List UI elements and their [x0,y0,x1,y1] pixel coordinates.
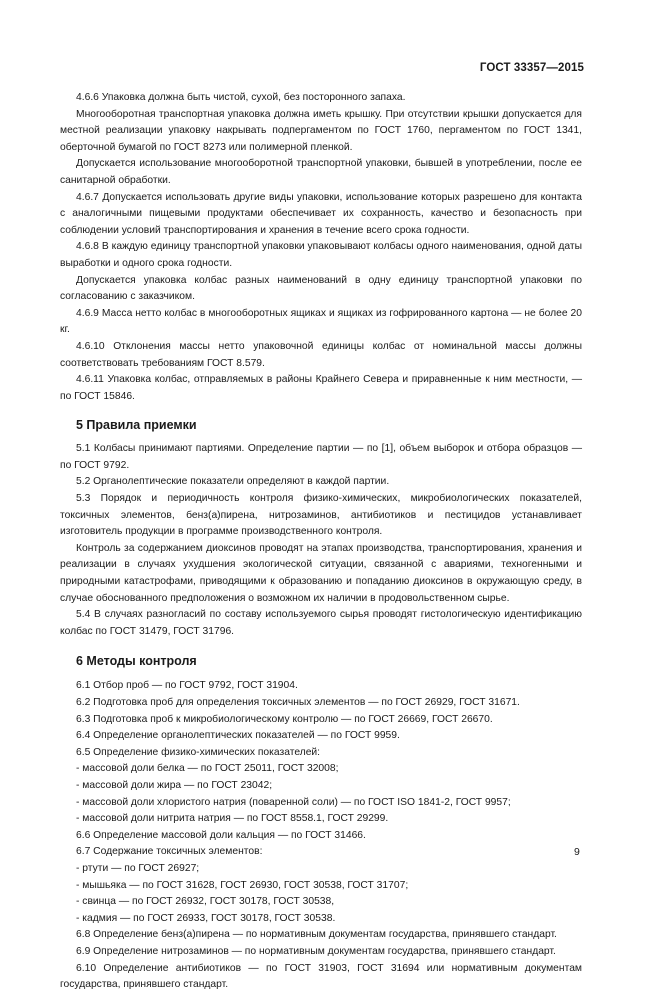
list-item: - массовой доли нитрита натрия — по ГОСТ 8558.1, ГОСТ 29299. [76,813,389,825]
paragraph-6-10: 6.10 Определение антибиотиков — по ГОСТ 31903, ГОСТ 31694 или нормативным документам государства, принявшего стандарт. [60,962,582,991]
list-item: 6.2 Подготовка проб для определения токсичных элементов — по ГОСТ 26929, ГОСТ 31671. [76,697,520,708]
list-item: 6.6 Определение массовой доли кальция — по ГОСТ 31466. [76,829,366,841]
paragraph-mixed-packaging: Допускается упаковка колбас разных наименований в одну единицу транспортной упаковки по согласованию с заказчиком. [60,274,582,303]
list-item: - ртути — по ГОСТ 26927; [76,862,200,874]
document-standard-header: ГОСТ 33357—2015 [479,62,584,74]
list-item: 6.1 Отбор проб — по ГОСТ 9792, ГОСТ 31904. [76,680,298,692]
paragraph-reuse-packaging: Допускается использование многооборотной транспортной упаковки, бывшей в употреблении, после ее санитарной обработки. [60,158,582,186]
list-item: 6.3 Подготовка проб к микробиологическому контролю — по ГОСТ 26669, ГОСТ 26670. [76,713,493,725]
paragraph-5-1: 5.1 Колбасы принимают партиями. Определение партии — по [1], объем выборок и отбора образцов — по ГОСТ 9792. [60,443,582,471]
paragraph-5-2: 5.2 Органолептические показатели определяют в каждой партии. [76,476,390,488]
list-item: 6.5 Определение физико-химических показателей: [76,746,321,758]
section-6-heading: 6 Методы контроля [76,654,197,669]
paragraph-4-6-8: 4.6.8 В каждую единицу транспортной упаковки упаковывают колбасы одного наименования, одной даты выработки и одного срока годности. [60,241,582,269]
paragraph-dioxin-control: Контроль за содержанием диоксинов проводят на этапах производства, транспортирования, хранения и реализации в случаях ухудшения экологической ситуации, связанной с авариями, техногенными и природными катастрофами, приводящими к образованию и попаданию диоксинов в окружающую среду, в случае обоснованного предположения о возможном их наличии в продовольственном сырье. [60,542,582,604]
list-item: 6.4 Определение органолептических показателей — по ГОСТ 9959. [76,730,400,742]
list-item: 6.9 Определение нитрозаминов — по нормативным документам государства, принявшего стандарт. [76,945,556,957]
page-body [60,90,582,994]
paragraph-4-6-10: 4.6.10 Отклонения массы нетто упаковочной единицы колбас от номинальной массы должны соответствовать требованиям ГОСТ 8.579. [60,340,582,369]
paragraph-4-6-7: 4.6.7 Допускается использовать другие виды упаковки, использование которых разрешено для контакта с аналогичными пищевыми продуктами обеспечивает их сохранность, качество и безопасность при соблюдении условий транспортирования и хранения в течение всего срока годности. [60,191,582,236]
list-item: 6.7 Содержание токсичных элементов: [76,846,263,858]
list-item: - мышьяка — по ГОСТ 31628, ГОСТ 26930, ГОСТ 30538, ГОСТ 31707; [76,879,409,891]
paragraph-5-4: 5.4 В случаях разногласий по составу используемого сырья проводят гистологическую идентификацию колбас по ГОСТ 31479, ГОСТ 31796. [60,609,582,637]
list-item: - массовой доли жира — по ГОСТ 23042; [76,779,273,791]
section-5-heading: 5 Правила приемки [76,418,197,433]
list-item: - кадмия — по ГОСТ 26933, ГОСТ 30178, ГОСТ 30538. [76,912,336,924]
list-item: - массовой доли белка — по ГОСТ 25011, ГОСТ 32008; [76,763,339,775]
paragraph-4-6-11: 4.6.11 Упаковка колбас, отправляемых в районы Крайнего Севера и приравненные к ним местности, — по ГОСТ 15846. [60,374,582,402]
paragraph-5-3: 5.3 Порядок и периодичность контроля физико-химических, микробиологических показателей, токсичных элементов, бенз(а)пирена, нитрозаминов, антибиотиков и пестицидов устанавливает изготовитель продукции в программе производственного контроля. [60,493,582,538]
page-number: 9 [574,846,580,858]
paragraph-lid-requirement: Многооборотная транспортная упаковка должна иметь крышку. При отсутствии крышки допускается для местной реализации упаковку накрывать подпергаментом по ГОСТ 1760, пергаментом по ГОСТ 1341, оберточной бумагой по ГОСТ 8273 или полимерной пленкой. [60,108,582,153]
paragraph-4-6-9: 4.6.9 Масса нетто колбас в многооборотных ящиках и ящиках из гофрированного картона — не более 20 кг. [60,307,582,336]
list-item: 6.8 Определение бенз(а)пирена — по нормативным документам государства, принявшего стандарт. [76,929,557,941]
list-item: - свинца — по ГОСТ 26932, ГОСТ 30178, ГОСТ 30538, [76,896,335,908]
list-item: - массовой доли хлористого натрия (поваренной соли) — по ГОСТ ISO 1841-2, ГОСТ 9957; [76,796,511,808]
paragraph-4-6-6: 4.6.6 Упаковка должна быть чистой, сухой, без посторонного запаха. [76,92,406,103]
